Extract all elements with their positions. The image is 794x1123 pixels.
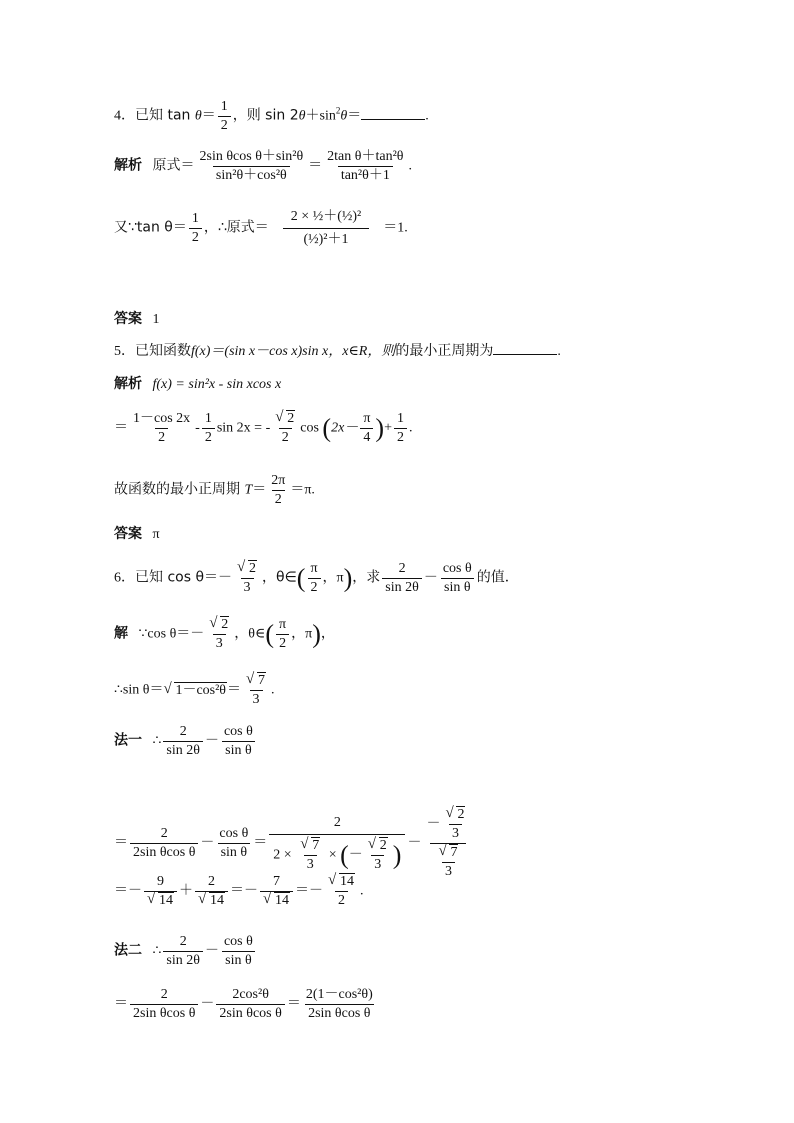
- q5-answer: 答案 π: [114, 526, 160, 542]
- q4-answer: 答案 1: [114, 311, 160, 327]
- q6-sin-line: ∴sin θ＝√ 1－cos²θ＝ √ $\frac{7}{3}$ .: [114, 674, 275, 707]
- q6-method1-header: 法一 ∴ $\frac{2}{\sin 2\theta}$ － $\frac{\text{cos θ}}{\text{sin θ}}$: [114, 724, 253, 758]
- q6-method2-header: 法二 ∴ $\frac{2}{\sin 2\theta}$ － $\frac{\text{cos θ}}{\text{sin θ}}$: [114, 934, 253, 968]
- q6-method2-step1: ＝ $\frac{2}{\text{2sin θcos θ}}$ － $\frac{\text{2cos²θ}}{\text{2sin θcos θ}}$ ＝ $\frac{\text{2(1－cos²θ)}}{\text{2sin θcos θ}}$: [114, 987, 373, 1021]
- fraction: $\frac{\text{2sin θcos θ＋sin²θ}}{\text{sin²θ＋cos²θ}}$: [199, 149, 304, 183]
- q6-solution-line1: 解 ∵cos θ＝－ √ $\frac{2}{3}$ ，θ∈( $\frac{\pi}{2}$ ，π)，: [114, 618, 335, 651]
- q4-stem: 4．已知 tan θ＝ $\frac{1}{2}$ ，则 $\sin 2\theta+\sin^2\theta=$ .: [114, 99, 429, 133]
- q6-stem: 6．已知 cos θ＝－ √ $\frac{2}{3}$ ，θ∈( $\frac{\pi}{2}$ ，π)，求 $\frac{2}{\sin 2\theta}$ － $\frac{\text{cos θ}}{\text{sin θ}}$ 的值．: [114, 562, 519, 595]
- q5-conclusion: 故函数的最小正周期 T＝ $\frac{2\pi}{2}$ ＝π.: [114, 473, 315, 507]
- q6-method1-step1: ＝ $\frac{2}{\text{2sin θcos θ}}$ － $\frac{\text{cos θ}}{\text{sin θ}}$ ＝ 2 2 × √ $\frac{7}{3}$ × (－ √ $\frac{2}{3}$ ) － － √ $\frac{2}{3}$ √ $\frac{7}{3}$: [114, 808, 475, 879]
- answer-blank: [361, 107, 425, 120]
- q6-method1-result: ＝－ 9 √ 14 ＋ 2 √ 14 ＝－ 7 √ 14 ＝－ √ $\frac{14}{2}$ .: [114, 875, 364, 908]
- half-fraction: $\frac{1}{2}$: [218, 100, 231, 133]
- q5-solution-line1: 解析 f(x) = sin²x - sin xcos x: [114, 376, 282, 392]
- q4-solution-line1: 解析 原式＝ $\frac{\text{2sin θcos θ＋sin²θ}}{\text{sin²θ＋cos²θ}}$ ＝ $\frac{\text{2tan θ＋tan²θ}}{\text{tan²θ＋1}}$ .: [114, 149, 412, 183]
- q4-solution-line2: 又∵tan θ＝ $\frac{1}{2}$ ，∴原式＝ $\frac{\text{2 × ½＋(½)²}}{\text{(½)²＋1}}$ ＝1.: [114, 209, 408, 247]
- answer-blank: [493, 342, 557, 355]
- fraction: $\frac{\text{2tan θ＋tan²θ}}{\text{tan²θ＋1}}$: [327, 149, 404, 183]
- q5-stem: 5．已知函数f(x)＝(sin x－cos x)sin x，x∈R，则的最小正周期为 .: [114, 343, 561, 359]
- big-fraction: $\frac{\text{2 × ½＋(½)²}}{\text{(½)²＋1}}$: [271, 210, 381, 247]
- q5-solution-line2: ＝ $\frac{1-\cos 2x}{2}$ - $\frac{1}{2}$ sin 2x = - √ $\frac{2}{2}$ cos (2x－ $\frac{\pi}{4}$ )+ $\frac{1}{2}$ .: [114, 412, 412, 445]
